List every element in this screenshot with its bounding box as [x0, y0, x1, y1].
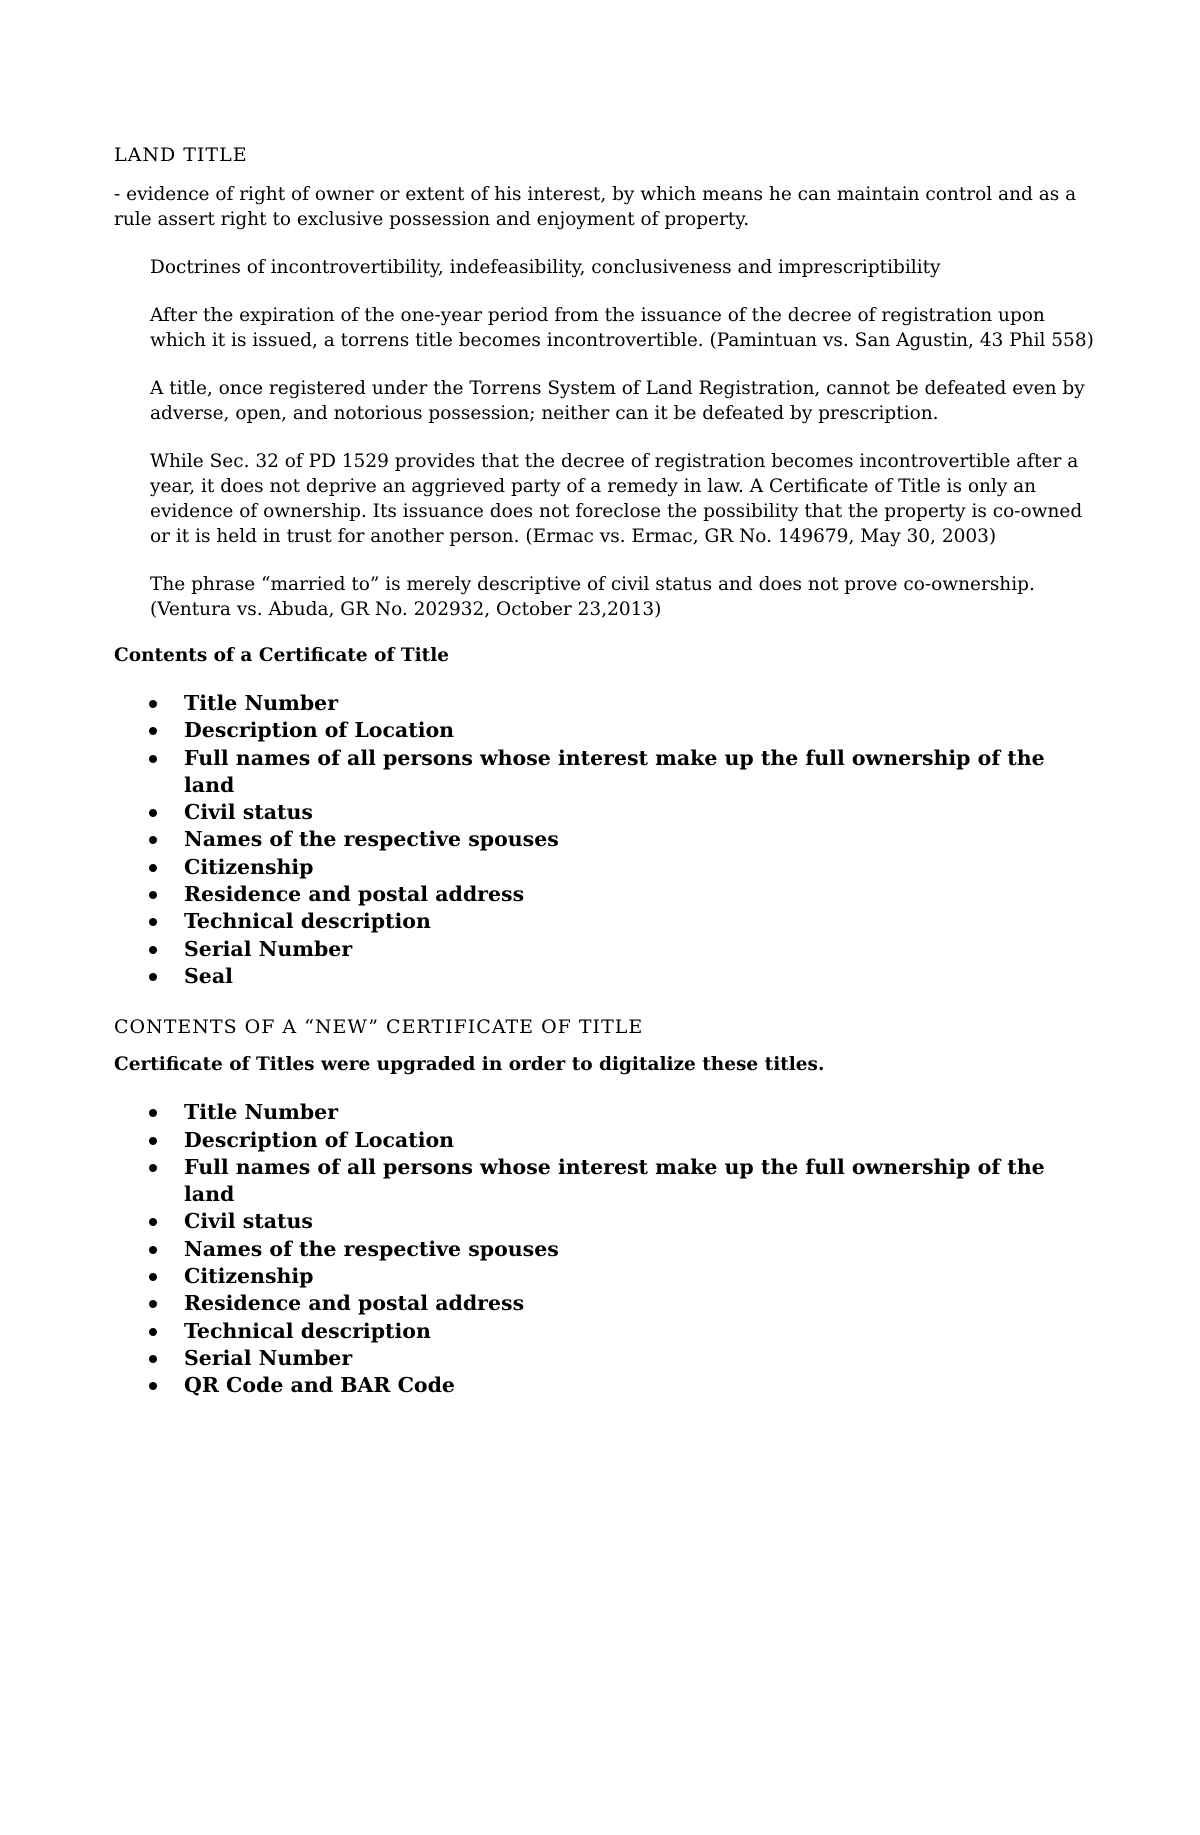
bullet-icon: [149, 700, 157, 708]
bullet-icon: [149, 1300, 157, 1308]
bullet-icon: [149, 809, 157, 817]
list-item-label: Description of Location: [184, 718, 455, 743]
contents-heading: Contents of a Certificate of Title: [114, 645, 449, 666]
list-item-label: Description of Location: [184, 1127, 455, 1152]
list-item-label: Title Number: [184, 691, 338, 715]
new-contents-heading: CONTENTS OF A “NEW” CERTIFICATE OF TITLE: [114, 1016, 644, 1039]
list-item-label: Serial Number: [184, 936, 353, 961]
bullet-icon: [149, 727, 157, 735]
list-item: [184, 1318, 1100, 1345]
married-to-paragraph: The phrase “married to” is merely descriptive of civil status and does not prove co-ownership. (Ventura vs. Abuda, GR No. 202932, October 23,2013): [150, 574, 1035, 620]
bullet-icon: [149, 1246, 157, 1254]
list-item: [184, 1127, 1100, 1154]
list-item: [184, 1099, 1100, 1126]
list-item: [184, 1372, 1100, 1399]
incontrovertibility-paragraph: After the expiration of the one-year period from the issuance of the decree of registration upon which it is issued, a torrens title becomes incontrovertible. (Pamintuan vs. San Agustin, 43 Phil 558): [150, 305, 1094, 351]
bullet-icon: [149, 1164, 157, 1172]
list-item: [184, 799, 1100, 826]
list-item: [184, 745, 1100, 800]
intro-paragraph: - evidence of right of owner or extent of his interest, by which means he can maintain control and as a rule assert right to exclusive possession and enjoyment of property.: [114, 184, 1077, 230]
list-item: [184, 854, 1100, 881]
list-item: [184, 1263, 1100, 1290]
document-title: LAND TITLE: [114, 144, 248, 166]
list-item: [184, 1208, 1100, 1235]
list-item-label: QR Code and BAR Code: [184, 1373, 455, 1398]
bullet-icon: [149, 1355, 157, 1363]
list-item-label: Residence and postal address: [184, 1291, 525, 1316]
list-item-label: Technical description: [184, 909, 431, 934]
list-item-label: Full names of all persons whose interest make up the full ownership of the land: [184, 745, 1045, 797]
list-item: [184, 690, 1100, 717]
bullet-icon: [149, 1328, 157, 1336]
bullet-icon: [149, 1218, 157, 1226]
list-item-label: Title Number: [184, 1100, 338, 1125]
list-item-label: Residence and postal address: [184, 882, 525, 907]
sec32-paragraph: While Sec. 32 of PD 1529 provides that the decree of registration becomes incontrovertible after a year, it does not deprive an aggrieved party of a remedy in law. A Certificate of Title is only an evidence of ownership. Its issuance does not foreclose the possibility that the property is co-owned or it is held in trust for another person. (Ermac vs. Ermac, GR No. 149679, May 30, 2003): [150, 451, 1083, 547]
bullet-icon: [149, 891, 157, 899]
bullet-icon: [149, 1382, 157, 1390]
list-item-label: Technical description: [184, 1318, 431, 1343]
list-item-label: Civil status: [184, 800, 313, 825]
bullet-icon: [149, 973, 157, 981]
list-item-label: Full names of all persons whose interest make up the full ownership of the land: [184, 1154, 1045, 1207]
list-item-label: Civil status: [184, 1209, 313, 1234]
bullet-icon: [149, 1109, 157, 1117]
list-item-label: Serial Number: [184, 1345, 353, 1370]
list-item: [184, 1154, 1100, 1209]
bullet-icon: [149, 836, 157, 844]
list-item: [184, 1290, 1100, 1317]
bullet-icon: [149, 946, 157, 954]
bullet-icon: [149, 1273, 157, 1281]
contents-list: [114, 690, 1100, 990]
list-item: [184, 717, 1100, 744]
list-item: [184, 826, 1100, 853]
torrens-paragraph: A title, once registered under the Torrens System of Land Registration, cannot be defeated even by adverse, open, and notorious possession; neither can it be defeated by prescription.: [150, 378, 1085, 424]
new-contents-list: [114, 1099, 1100, 1399]
bullet-icon: [149, 918, 157, 926]
list-item: [184, 936, 1100, 963]
list-item: [184, 908, 1100, 935]
new-contents-subheading: Certificate of Titles were upgraded in order to digitalize these titles.: [114, 1054, 825, 1076]
list-item-label: Citizenship: [184, 854, 314, 879]
list-item-label: Names of the respective spouses: [184, 827, 559, 852]
list-item: [184, 881, 1100, 908]
list-item: [184, 963, 1100, 990]
list-item: [184, 1345, 1100, 1372]
list-item-label: Seal: [184, 963, 233, 988]
bullet-icon: [149, 864, 157, 872]
doctrines-paragraph: Doctrines of incontrovertibility, indefeasibility, conclusiveness and imprescriptibility: [150, 257, 941, 278]
list-item-label: Citizenship: [184, 1264, 314, 1289]
list-item: [184, 1236, 1100, 1263]
list-item-label: Names of the respective spouses: [184, 1236, 559, 1261]
bullet-icon: [149, 755, 157, 763]
bullet-icon: [149, 1137, 157, 1145]
